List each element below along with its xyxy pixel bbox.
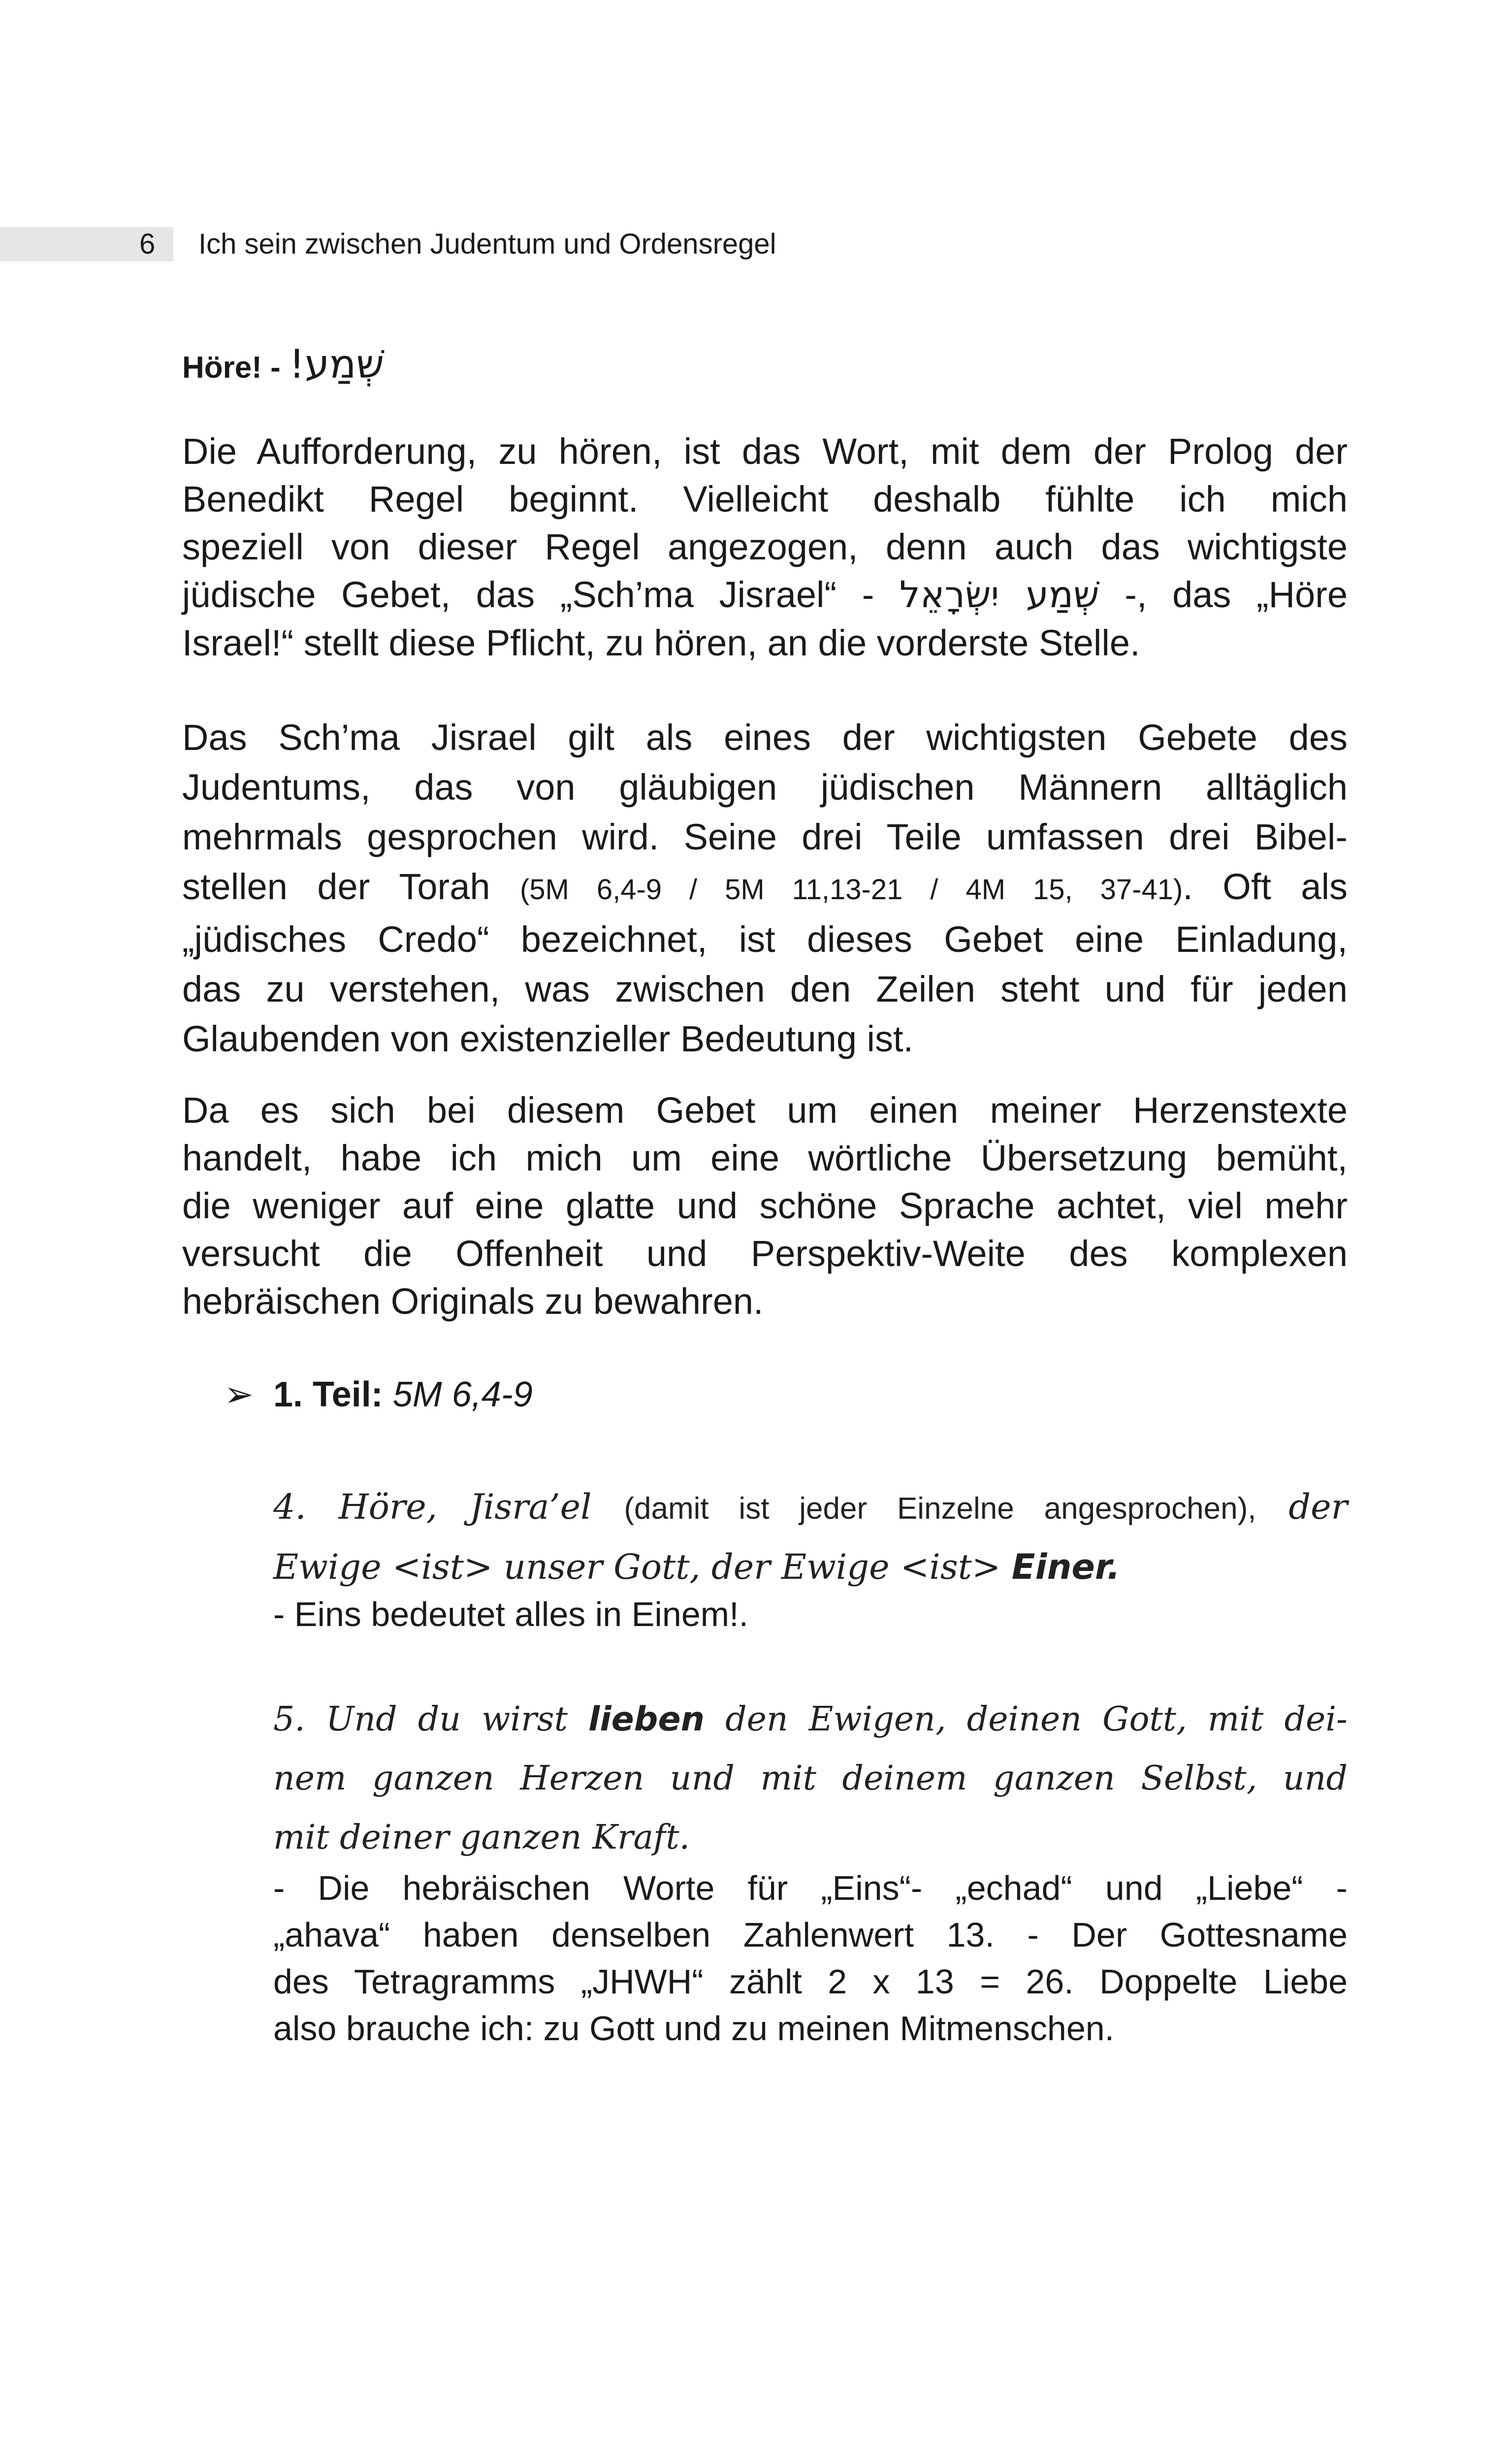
text-line: Judentums, das von gläubigen jüdischen Männern alltäglich [182, 767, 1348, 808]
text-segment: jüdische Gebet, das „Sch’ma Jisrael“ - [182, 574, 900, 615]
text-line: handelt, habe ich mich um eine wörtliche Übersetzung bemüht, [182, 1138, 1348, 1178]
text-line: - Die hebräischen Worte für „Eins“- „echad“ und „Liebe“ - [273, 1869, 1348, 1907]
bullet-label: 1. Teil: [273, 1375, 383, 1414]
text-line: das zu verstehen, was zwischen den Zeilen steht und für jeden [182, 969, 1348, 1010]
text-segment: 5. Und du wirst [273, 1700, 589, 1739]
text-line: mit deiner ganzen Kraft. [273, 1818, 690, 1857]
text-line [182, 862, 1348, 914]
text-line: Da es sich bei diesem Gebet um einen meiner Herzenstexte [182, 1090, 1348, 1131]
heading-hebrew: שְׁמַע! [289, 341, 385, 387]
text-segment: Ewige <ist> unser Gott, der Ewige <ist> [273, 1547, 1012, 1587]
text-line: speziell von dieser Regel angezogen, denn auch das wichtigste [182, 526, 1348, 567]
paragraph-shma [182, 713, 1348, 1064]
text-line [273, 1478, 1348, 1538]
verse-4 [273, 1478, 1348, 1596]
section-heading [182, 341, 385, 388]
text-line: „jüdisches Credo“ bezeichnet, ist dieses Gebet eine Einladung, [182, 919, 1348, 960]
text-line: Die Aufforderung, zu hören, ist das Wort, mit dem der Prolog der [182, 431, 1348, 472]
page-number: 6 [139, 228, 156, 260]
text-line: „ahava“ haben denselben Zahlenwert 13. - Der Gottesname [273, 1916, 1348, 1954]
text-line [182, 571, 1348, 619]
arrow-bullet-icon: ➢ [224, 1373, 254, 1415]
text-segment: den Ewigen, deinen Gott, mit dei- [704, 1700, 1348, 1739]
text-line: nem ganzen Herzen und mit deinem ganzen Selbst, und [273, 1759, 1348, 1798]
bullet-part-one [224, 1372, 533, 1417]
verse-5-note [273, 1865, 1348, 2052]
text-segment: . Oft als [1183, 866, 1348, 907]
text-segment: 4. Höre, Jisra’el [273, 1487, 624, 1527]
text-line: Glaubenden von existenzieller Bedeutung ist. [182, 1018, 914, 1059]
text-line: des Tetragramms „JHWH“ zählt 2 x 13 = 26. Doppelte Liebe [273, 1962, 1348, 2001]
text-segment: der [1256, 1487, 1348, 1527]
paragraph-intro [182, 427, 1348, 667]
bullet-reference: 5M 6,4-9 [383, 1375, 533, 1414]
text-segment: -, das „Höre [1099, 574, 1348, 615]
emphasis-lieben: lieben [588, 1700, 705, 1739]
verse-4-note: - Eins bedeutet alles in Einem!. [273, 1595, 748, 1633]
running-head: Ich sein zwischen Judentum und Ordensregel [198, 228, 776, 260]
text-line: Das Sch’ma Jisrael gilt als eines der wichtigsten Gebete des [182, 717, 1348, 758]
text-line [273, 1538, 1348, 1596]
bible-references: (5M 6,4-9 / 5M 11,13-21 / 4M 15, 37-41) [519, 874, 1183, 906]
hebrew-shma-yisrael: שְׁמַע יִשְׂרָאֵל [899, 574, 1099, 616]
verse-comment: (damit ist jeder Einzelne angesprochen), [624, 1492, 1256, 1526]
paragraph-translation [182, 1086, 1348, 1325]
text-line: mehrmals gesprochen wird. Seine drei Teile umfassen drei Bibel- [182, 816, 1348, 857]
heading-label: Höre! - [182, 351, 289, 385]
text-line: versucht die Offenheit und Perspektiv-Weite des komplexen [182, 1233, 1348, 1274]
text-line: Israel!“ stellt diese Pflicht, zu hören, an die vorderste Stelle. [182, 622, 1140, 663]
text-line: Benedikt Regel beginnt. Vielleicht deshalb fühlte ich mich [182, 479, 1348, 520]
verse-5 [273, 1690, 1348, 1867]
emphasis-einer: Einer. [1011, 1547, 1121, 1587]
text-line: hebräischen Originals zu bewahren. [182, 1281, 764, 1322]
text-segment: stellen der Torah [182, 866, 520, 907]
text-line [273, 1690, 1348, 1749]
text-line: also brauche ich: zu Gott und zu meinen Mitmenschen. [273, 2009, 1115, 2048]
text-line: die weniger auf eine glatte und schöne Sprache achtet, viel mehr [182, 1185, 1348, 1226]
